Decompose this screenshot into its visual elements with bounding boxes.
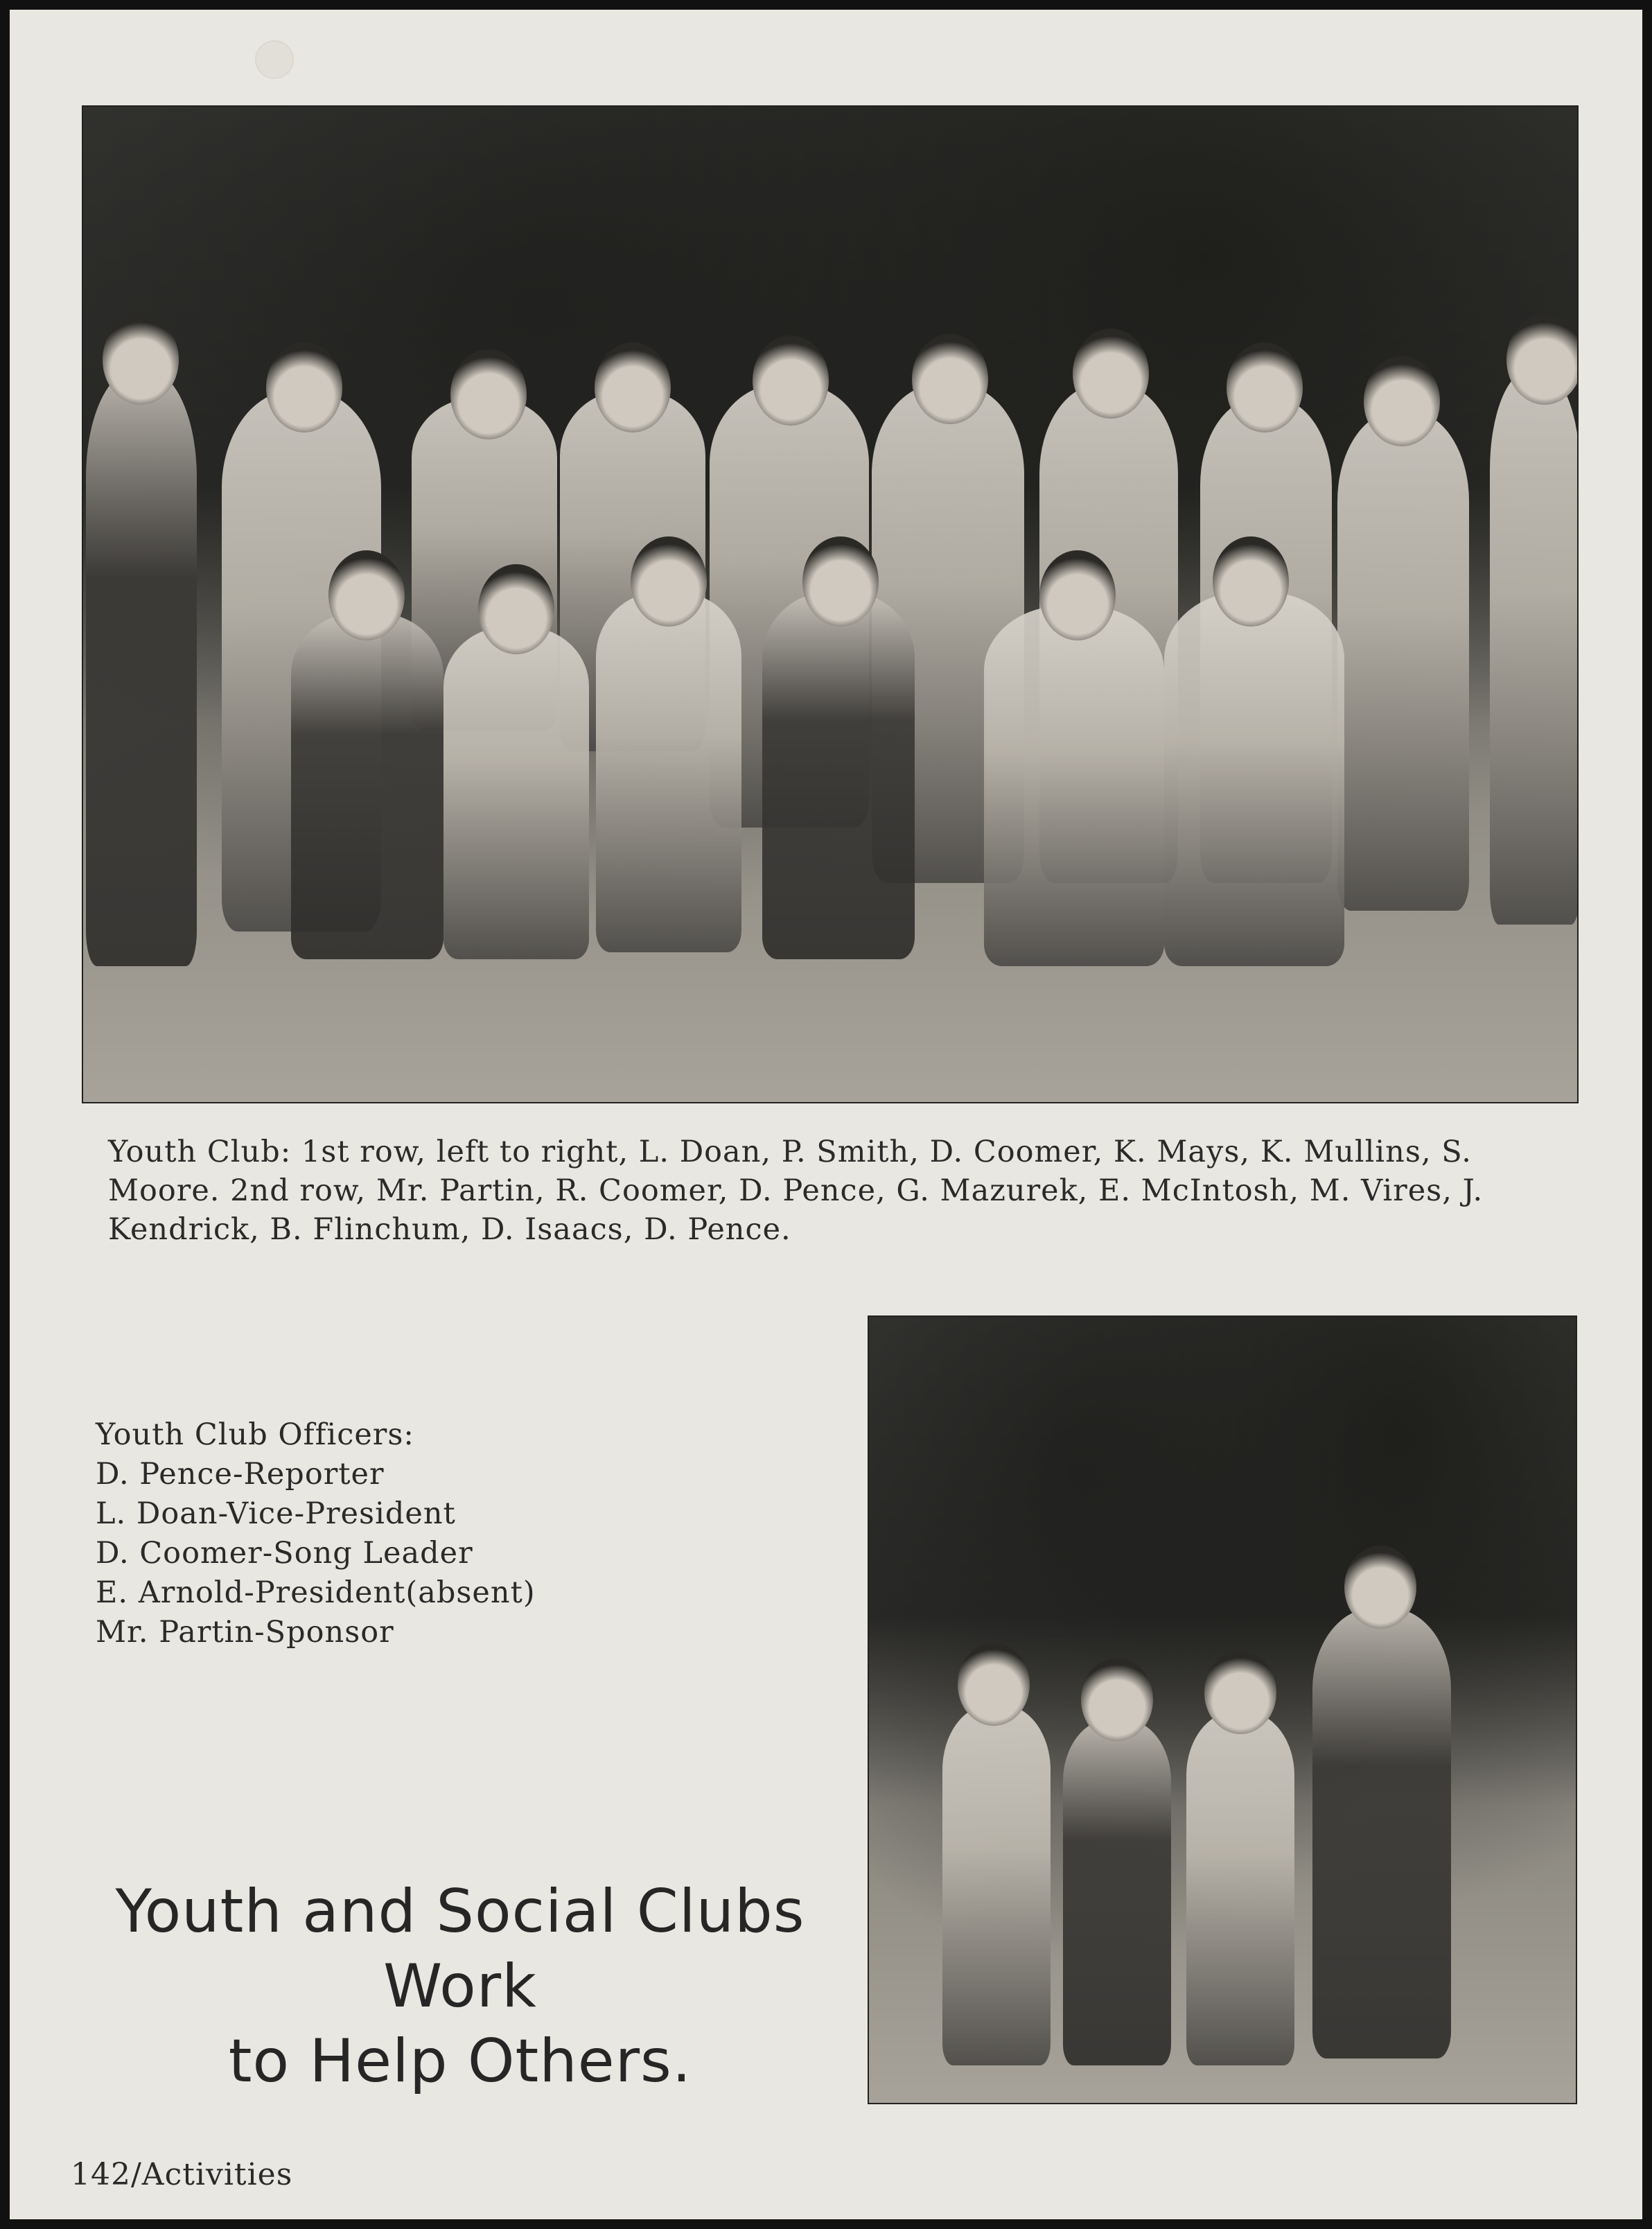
officers-heading: Youth Club Officers: (96, 1417, 414, 1452)
person-head (1204, 1651, 1276, 1734)
group-photo-caption: Youth Club: 1st row, left to right, L. Doan, P. Smith, D. Coomer, K. Mays, K. Mullins, S. Moore. 2nd row, Mr. Partin, R. Coomer, D. Pence, G. Mazurek, E. McIntosh, M. Vires, J. Kendrick, B. Flinchum, D. Isaacs, D. Pence. (108, 1135, 1484, 1247)
officers-list (96, 1415, 536, 1652)
officer-item: D. Pence-Reporter (96, 1457, 385, 1492)
person-figure (1312, 1608, 1451, 2058)
person-head (1039, 550, 1116, 640)
headline-line: Youth and Social Clubs (115, 1877, 805, 1946)
yearbook-page (10, 10, 1642, 2219)
person-figure (1337, 412, 1469, 911)
person-head (1506, 315, 1579, 405)
headline-line: to Help Others. (228, 2027, 692, 2096)
person-figure (984, 606, 1164, 966)
person-head (328, 550, 405, 640)
page-folio: 142/Activities (71, 2157, 293, 2192)
officer-item: Mr. Partin-Sponsor (96, 1615, 394, 1650)
person-head (753, 335, 829, 426)
officer-item: D. Coomer-Song Leader (96, 1536, 473, 1571)
person-figure (1063, 1719, 1171, 2065)
person-head (912, 334, 988, 424)
person-head (1073, 329, 1149, 419)
person-head (958, 1643, 1030, 1726)
person-head (1344, 1546, 1416, 1629)
person-figure (942, 1705, 1051, 2065)
person-figure (1186, 1712, 1294, 2065)
officer-item: L. Doan-Vice-President (96, 1496, 456, 1531)
person-head (103, 315, 179, 405)
person-head (1364, 356, 1440, 446)
person-head (1081, 1658, 1153, 1741)
headline-line: Work (383, 1952, 537, 2021)
person-figure (1490, 370, 1579, 925)
person-figure (596, 592, 741, 952)
person-head (802, 536, 879, 627)
page-headline (58, 1874, 862, 2099)
person-figure (443, 627, 589, 959)
person-head (478, 564, 554, 654)
person-head (1213, 536, 1289, 627)
person-head (450, 349, 527, 439)
leaf-emblem-icon (255, 40, 294, 79)
officers-photo (868, 1315, 1577, 2104)
person-figure (86, 370, 197, 966)
person-head (631, 536, 707, 627)
officer-item: E. Arnold-President(absent) (96, 1575, 536, 1610)
person-head (266, 342, 342, 432)
person-figure (1164, 592, 1344, 966)
group-photo (82, 105, 1579, 1103)
person-head (595, 342, 671, 432)
person-figure (762, 592, 915, 959)
person-figure (291, 613, 443, 959)
person-head (1227, 342, 1303, 432)
